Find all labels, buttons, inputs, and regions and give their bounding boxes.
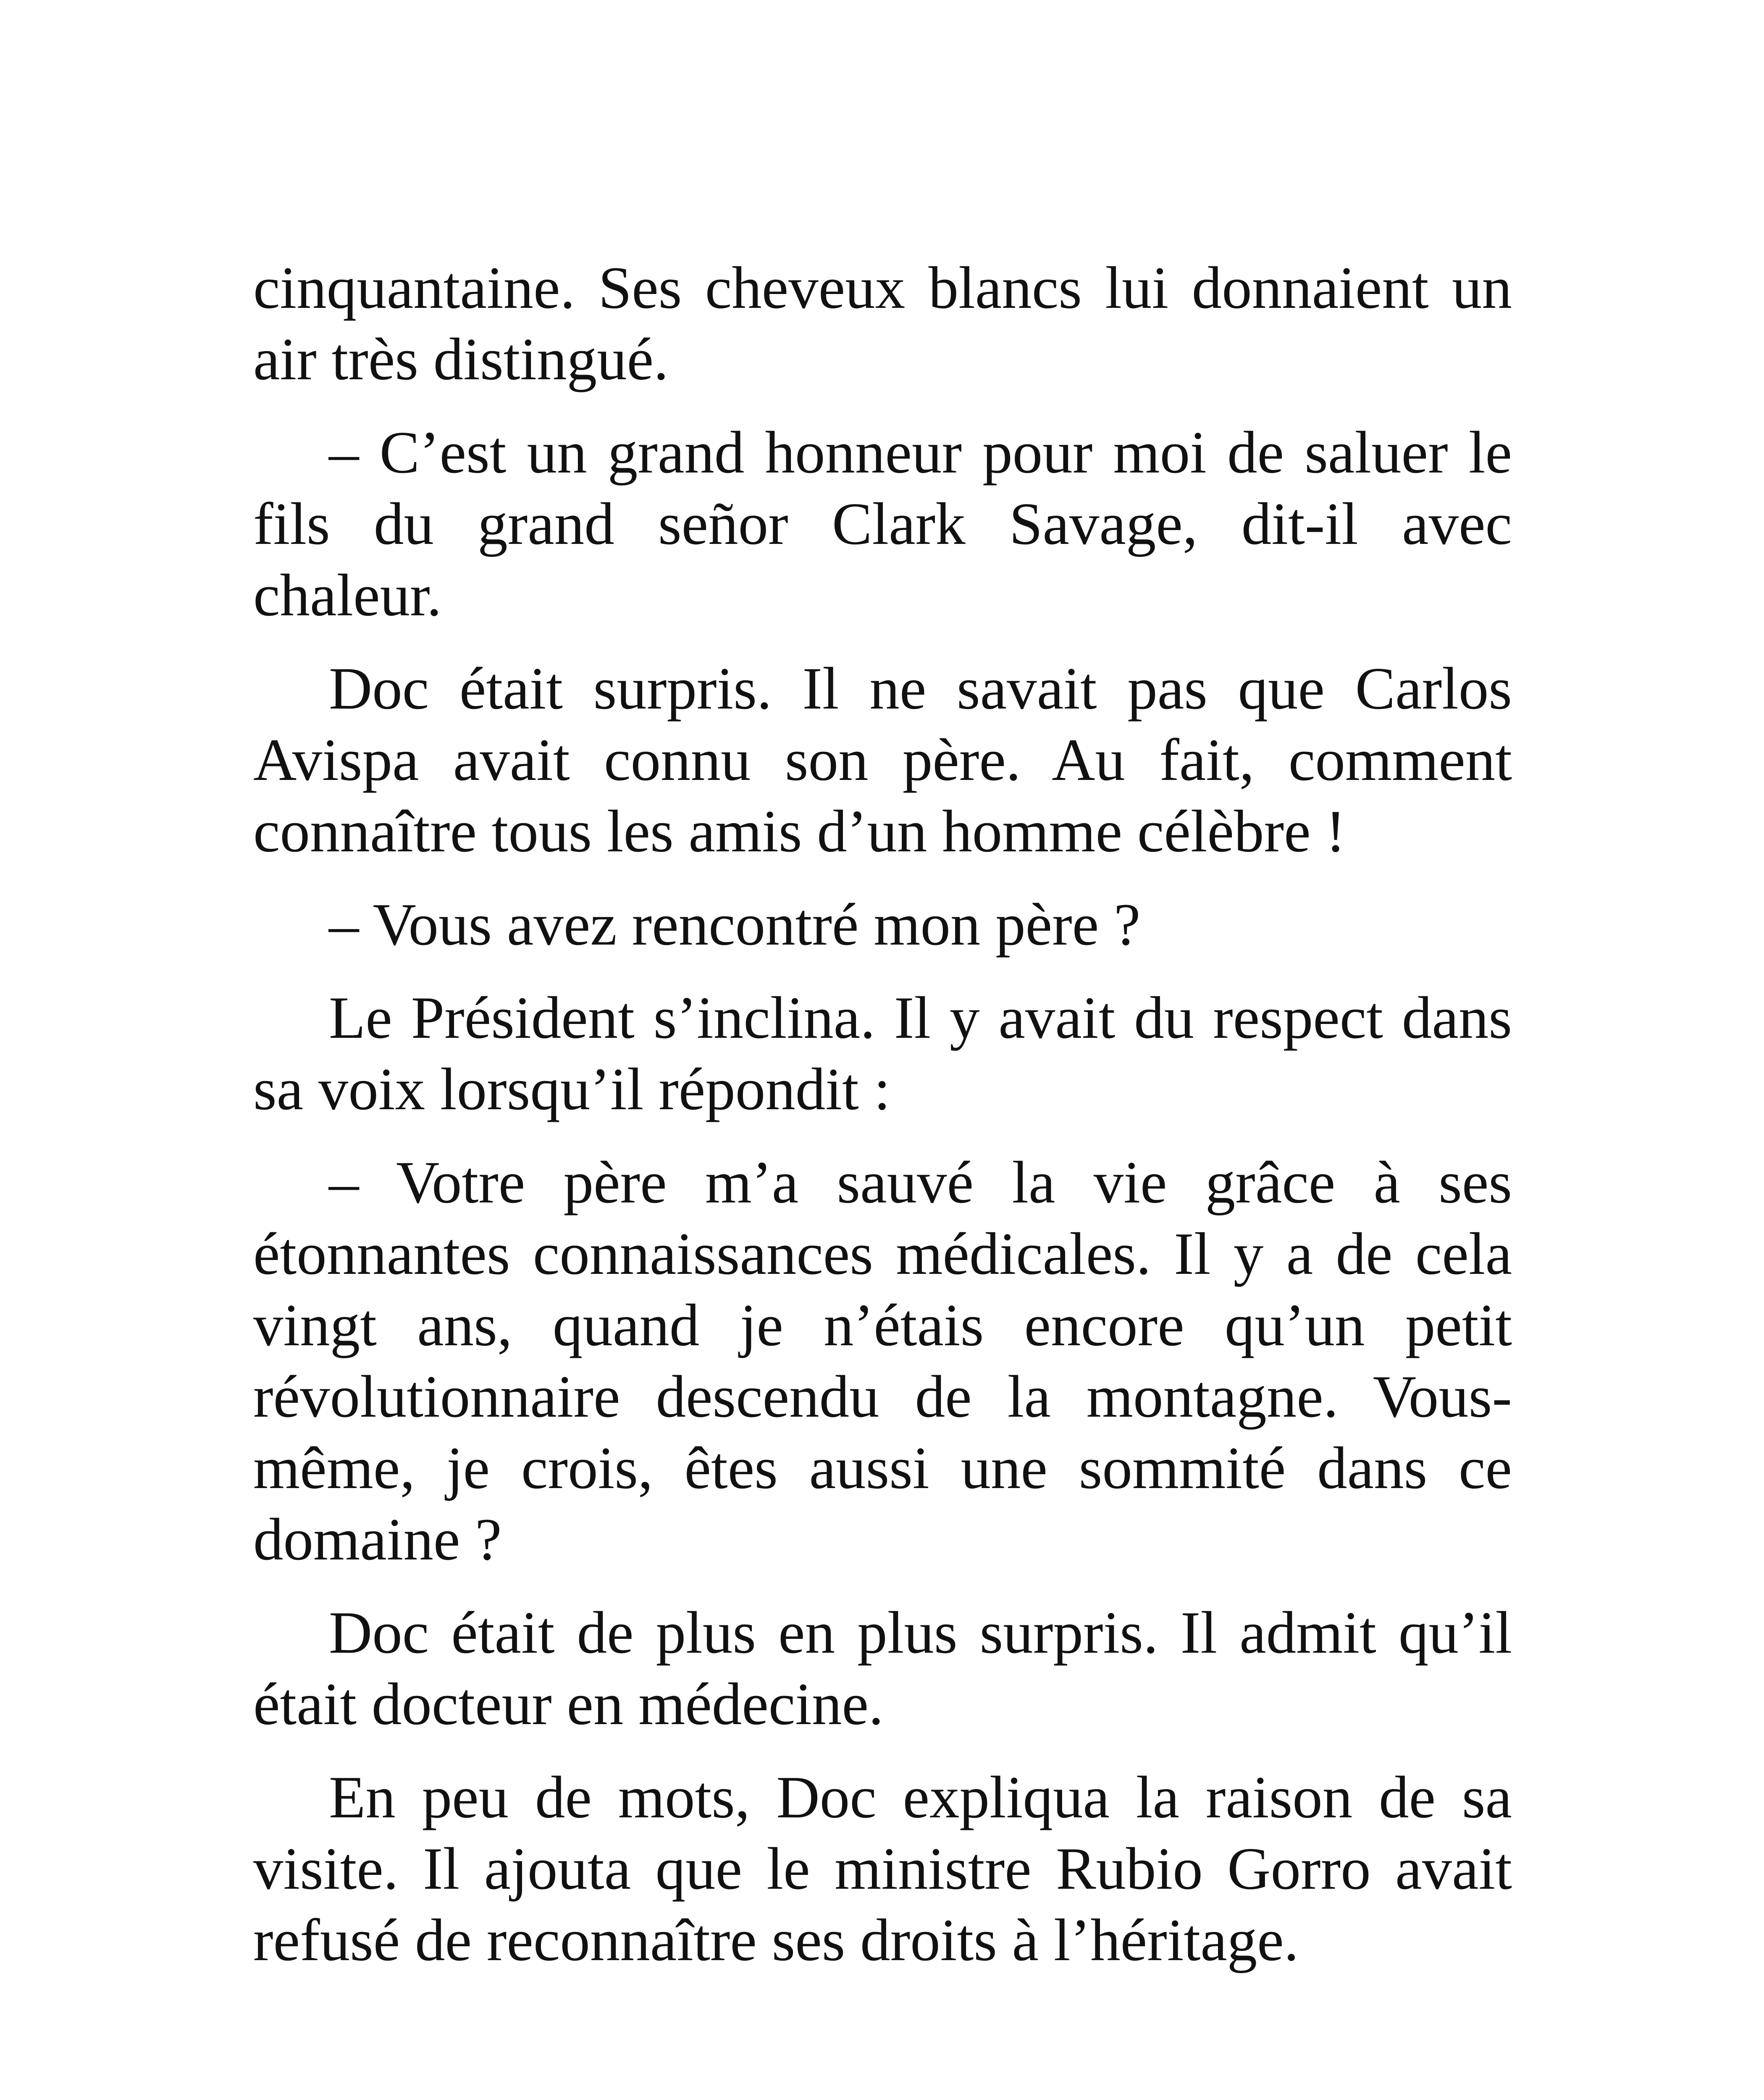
paragraph-5: Le Président s’inclina. Il y avait du respect dans sa voix lorsqu’il répondit : <box>253 984 1512 1122</box>
paragraph-7: Doc était de plus en plus surpris. Il admit qu’il était docteur en médecine. <box>253 1599 1512 1737</box>
paragraph-6: – Votre père m’a sauvé la vie grâce à ses étonnantes connaissances médicales. Il y a de cela vingt ans, quand je n’étais encore qu’un petit révolutionnaire descendu de la montagne. Vous-même, je crois, êtes aussi une sommité dans ce domaine ? <box>253 1149 1512 1572</box>
page-body <box>253 252 1512 1998</box>
paragraph-8: En peu de mots, Doc expliqua la raison de sa visite. Il ajouta que le ministre Rubio Gorro avait refusé de reconnaître ses droits à l’héritage. <box>253 1764 1512 1973</box>
paragraph-1: cinquantaine. Ses cheveux blancs lui donnaient un air très distingué. <box>253 255 1512 392</box>
paragraph-3: Doc était surpris. Il ne savait pas que Carlos Avispa avait connu son père. Au fait, comment connaître tous les amis d’un homme célèbre ! <box>253 655 1512 864</box>
paragraph-2: – C’est un grand honneur pour moi de saluer le fils du grand señor Clark Savage, dit-il avec chaleur. <box>253 419 1512 628</box>
paragraph-4: – Vous avez rencontré mon père ? <box>329 891 1141 958</box>
